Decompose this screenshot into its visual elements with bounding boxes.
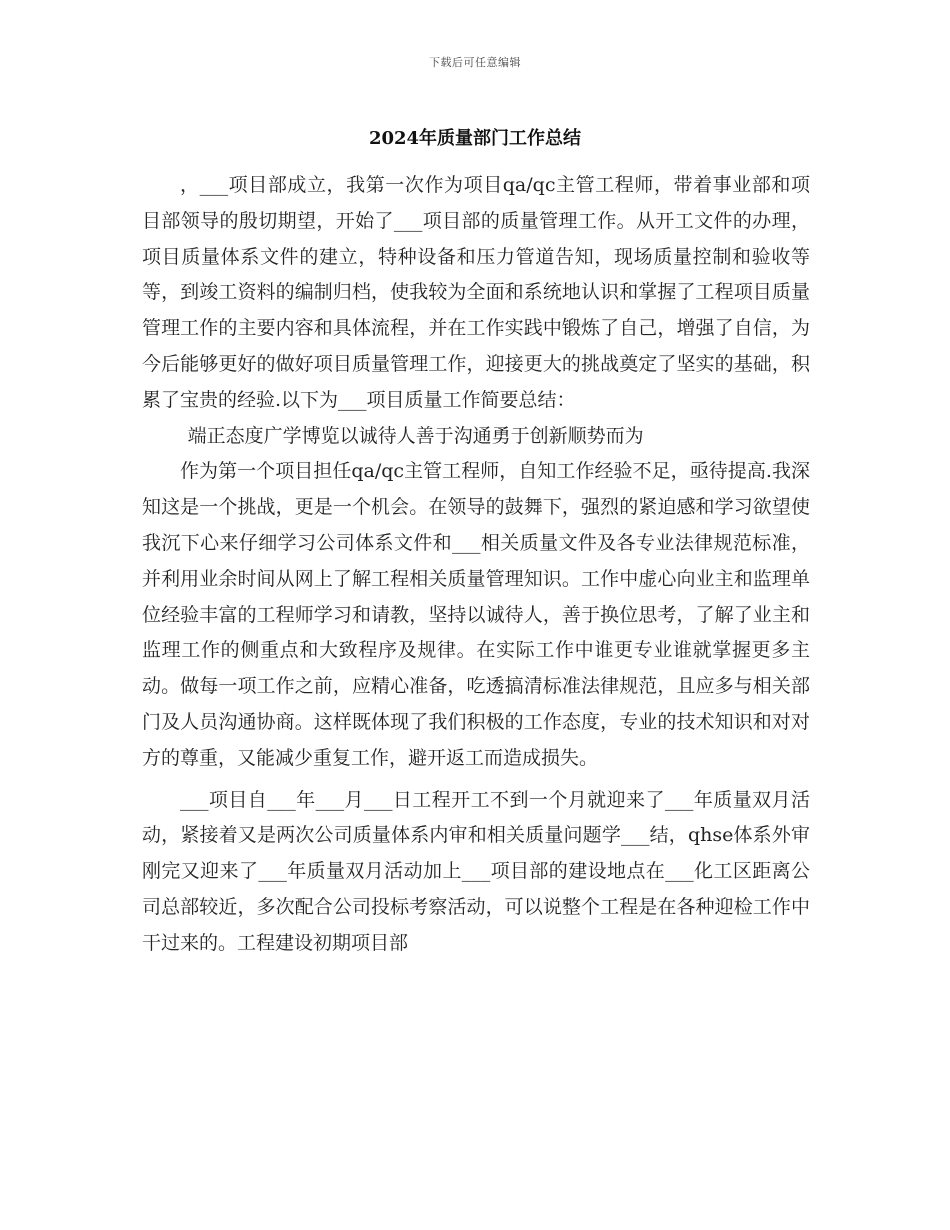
document-title: 2024年质量部门工作总结: [368, 128, 582, 149]
paragraph-attitude: 作为第一个项目担任qa/qc主管工程师，自知工作经验不足，亟待提高.我深知这是一个挑战，更是一个机会。在领导的鼓舞下，强烈的紧迫感和学习欲望使我沉下心来仔细学习公司体系文件和___相关质量文件及各专业法律规范标准，并利用业余时间从网上了解工程相关质量管理知识。工作中虚心向业主和监理单位经验丰富的工程师学习和请教，坚持以诚待人，善于换位思考，了解了业主和监理工作的侧重点和大致程序及规律。在实际工作中谁更专业谁就掌握更多主动。做每一项工作之前，应精心准备，吃透搞清标准法律规范，且应多与相关部门及人员沟通协商。这样既体现了我们积极的工作态度，专业的技术知识和对对方的尊重，又能减少重复工作，避开返工而造成损失。: [142, 460, 810, 769]
paragraph-motto: 端正态度广学博览以诚待人善于沟通勇于创新顺势而为: [187, 424, 644, 447]
paragraph-intro: ，___项目部成立，我第一次作为项目qa/qc主管工程师，带着事业部和项目部领导的殷切期望，开始了___项目部的质量管理工作。从开工文件的办理，项目质量体系文件的建立，特种设备和压力管道告知，现场质量控制和验收等等，到竣工资料的编制归档，使我较为全面和系统地认识和掌握了工程项目质量管理工作的主要内容和具体流程，并在工作实践中锻炼了自己，增强了自信，为今后能够更好的做好项目质量管理工作，迎接更大的挑战奠定了坚实的基础，积累了宝贵的经验.以下为___项目质量工作简要总结：: [142, 174, 810, 411]
document-body: [142, 168, 810, 962]
paragraph-project-schedule: ___项目自___年___月___日工程开工不到一个月就迎来了___年质量双月活动，紧接着又是两次公司质量体系内审和相关质量问题学___结，qhse体系外审刚完又迎来了___年质量双月活动加上___项目部的建设地点在___化工区距离公司总部较近，多次配合公司投标考察活动，可以说整个工程是在各种迎检工作中干过来的。工程建设初期项目部: [142, 788, 810, 954]
header-note: 下载后可任意编辑: [429, 56, 521, 69]
